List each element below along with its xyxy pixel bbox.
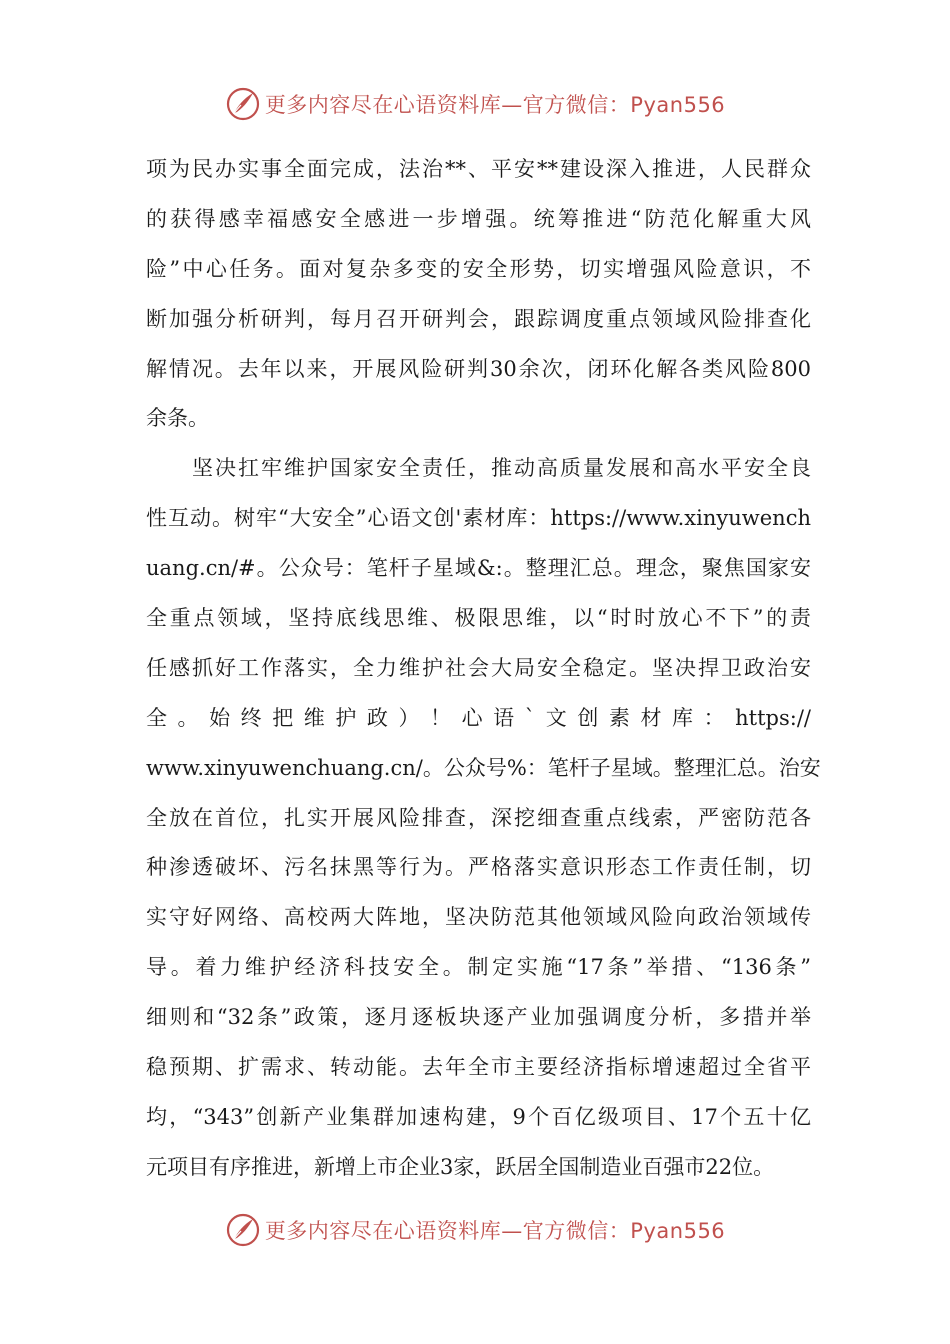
text-line: 全重点领域，坚持底线思维、极限思维，以“时时放心不下”的责 [146,606,811,631]
text-line: 细则和“32条”政策，逐月逐板块逐产业加强调度分析，多措并举 [146,1005,811,1030]
text-line: 余条。 [146,406,209,431]
text-line: 实守好网络、高校两大阵地，坚决防范其他领域风险向政治领域传 [146,905,811,930]
text-line: uang.cn/#。公众号：笔杆子星域&:。整理汇总。理念，聚焦国家安 [146,556,811,581]
text-line: 种渗透破坏、污名抹黑等行为。严格落实意识形态工作责任制，切 [146,855,811,880]
text-line: www.xinyuwenchuang.cn/。公众号%：笔杆子星域。整理汇总。治安 [146,755,821,780]
text-line: 导。着力维护经济科技安全。制定实施“17条”举措、“136条” [146,955,811,980]
text-line: 险”中心任务。面对复杂多变的安全形势，切实增强风险意识，不 [146,256,811,281]
document-body [146,145,821,1193]
text-line: 项为民办实事全面完成，法治**、平安**建设深入推进，人民群众 [146,157,811,181]
quill-logo-icon [225,86,261,122]
header-banner [0,84,950,124]
text-line: 任感抓好工作落实，全力维护社会大局安全稳定。坚决捍卫政治安 [146,655,811,680]
footer-banner [0,1210,950,1250]
text-line: 均，“343”创新产业集群加速构建，9个百亿级项目、17个五十亿 [146,1104,811,1129]
text-line: 的获得感幸福感安全感进一步增强。统筹推进“防范化解重大风 [146,206,811,231]
text-line: 全放在首位，扎实开展风险排查，深挖细查重点线索，严密防范各 [146,805,811,830]
text-line: 元项目有序推进，新增上市企业3家，跃居全国制造业百强市22位。 [146,1154,775,1179]
text-line: 稳预期、扩需求、转动能。去年全市主要经济指标增速超过全省平 [146,1055,811,1080]
header-banner-text: 更多内容尽在心语资料库—官方微信：Pyan556 [264,93,726,117]
text-line: 坚决扛牢维护国家安全责任，推动高质量发展和高水平安全良 [146,456,811,481]
text-line: 解情况。去年以来，开展风险研判30余次，闭环化解各类风险800 [146,356,811,381]
text-line: 全。始终把维护政）！心语`文创素材库：https:// [146,705,811,730]
text-line: 性互动。树牢“大安全”心语文创'素材库：https://www.xinyuwench [146,506,811,531]
text-line: 断加强分析研判，每月召开研判会，跟踪调度重点领域风险排查化 [146,306,811,331]
quill-logo-icon [225,1212,261,1248]
footer-banner-text: 更多内容尽在心语资料库—官方微信：Pyan556 [264,1219,726,1243]
